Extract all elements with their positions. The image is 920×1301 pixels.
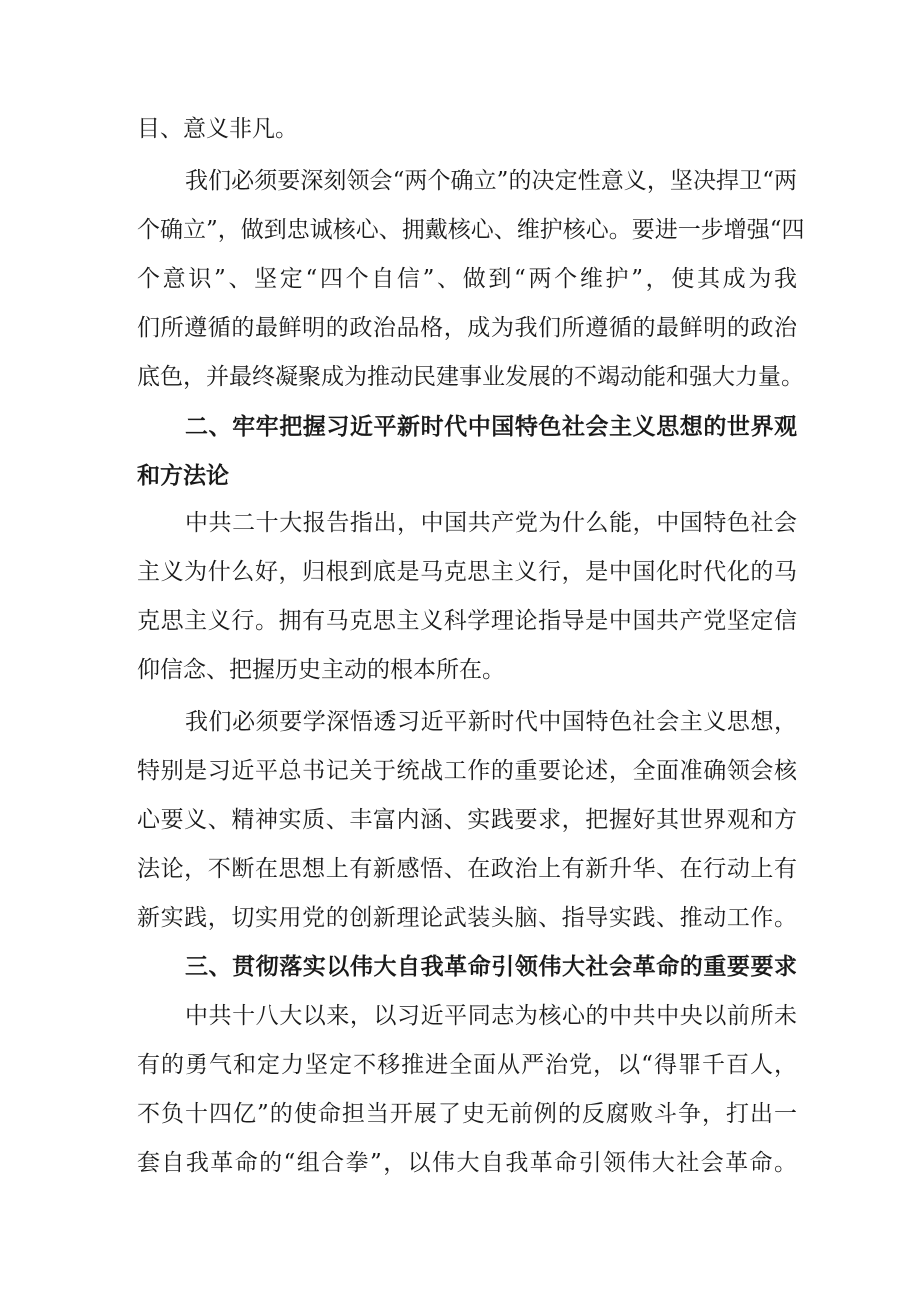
paragraph-line: 中共二十大报告指出，中国共产党为什么能，中国特色社会 — [185, 510, 797, 536]
paragraph-line: 目、意义非凡。 — [137, 116, 298, 142]
section-heading: 和方法论 — [137, 463, 229, 489]
paragraph-line: 特别是习近平总书记关于统战工作的重要论述，全面准确领会核 — [137, 758, 797, 784]
paragraph-line: 中共十八大以来，以习近平同志为核心的中共中央以前所未 — [185, 1003, 797, 1029]
paragraph-line: 法论，不断在思想上有新感悟、在政治上有新升华、在行动上有 — [137, 856, 797, 882]
section-heading: 三、贯彻落实以伟大自我革命引领伟大社会革命的重要要求 — [185, 954, 797, 980]
paragraph-line: 克思主义行。拥有马克思主义科学理论指导是中国共产党坚定信 — [137, 608, 797, 634]
paragraph-line: 个意识”、坚定“四个自信”、做到“两个维护”，使其成为我 — [137, 266, 797, 292]
paragraph-line: 套自我革命的“组合拳”，以伟大自我革命引领伟大社会革命。 — [137, 1150, 797, 1176]
paragraph-line: 新实践，切实用党的创新理论武装头脑、指导实践、推动工作。 — [137, 905, 797, 931]
paragraph-line: 主义为什么好，归根到底是马克思主义行，是中国化时代化的马 — [137, 559, 797, 585]
paragraph-line: 底色，并最终凝聚成为推动民建事业发展的不竭动能和强大力量。 — [137, 364, 804, 390]
paragraph-line: 我们必须要深刻领会“两个确立”的决定性意义，坚决捍卫“两 — [185, 168, 797, 194]
paragraph-line: 有的勇气和定力坚定不移推进全面从严治党，以“得罪千百人， — [137, 1052, 797, 1078]
section-heading: 二、牢牢把握习近平新时代中国特色社会主义思想的世界观 — [185, 414, 797, 440]
paragraph-line: 心要义、精神实质、丰富内涵、实践要求，把握好其世界观和方 — [137, 807, 797, 833]
paragraph-line: 不负十四亿”的使命担当开展了史无前例的反腐败斗争，打出一 — [137, 1101, 797, 1127]
paragraph-line: 个确立”，做到忠诚核心、拥戴核心、维护核心。要进一步增强“四 — [137, 217, 805, 243]
paragraph-line: 我们必须要学深悟透习近平新时代中国特色社会主义思想， — [185, 709, 797, 735]
paragraph-line: 们所遵循的最鲜明的政治品格，成为我们所遵循的最鲜明的政治 — [137, 315, 797, 341]
paragraph-line: 仰信念、把握历史主动的根本所在。 — [137, 657, 505, 683]
